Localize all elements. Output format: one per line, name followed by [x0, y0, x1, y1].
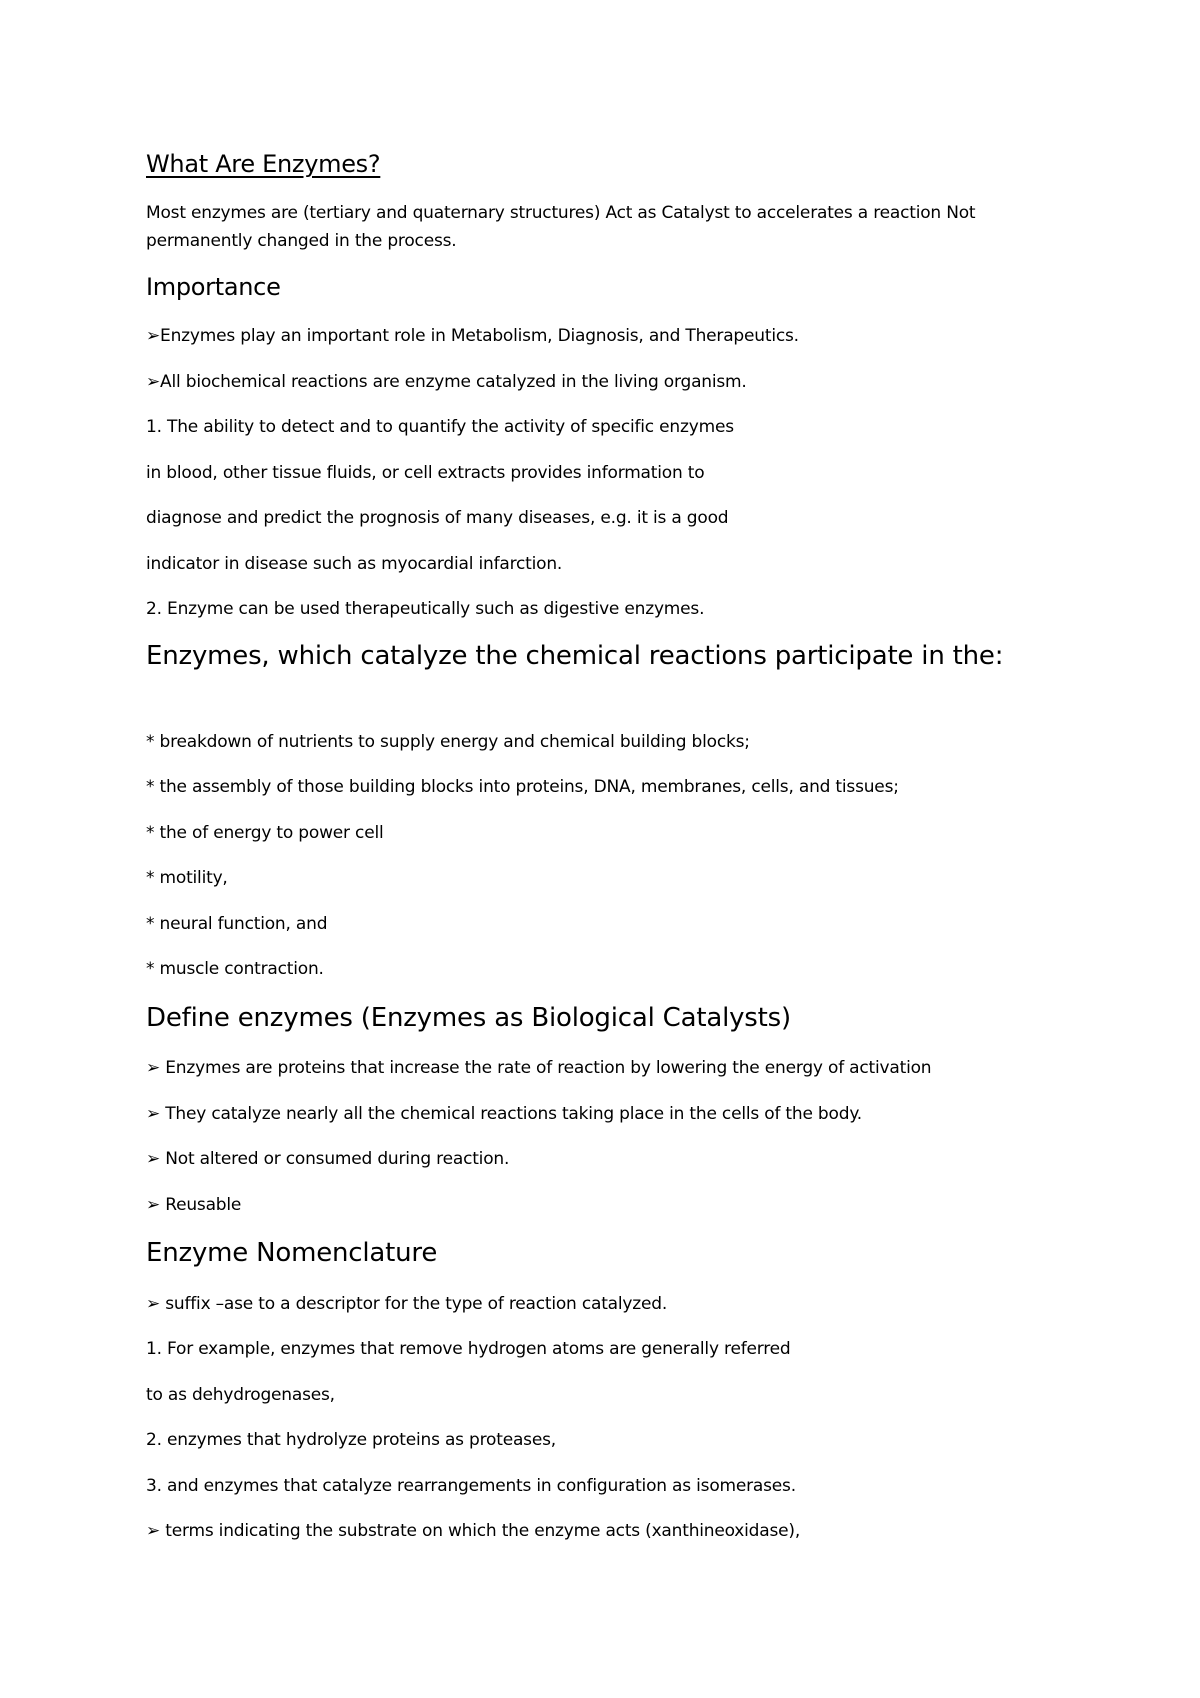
define-line: ➢ They catalyze nearly all the chemical reactions taking place in the cells of the body. — [146, 1104, 862, 1124]
nomenclature-line: 2. enzymes that hydrolyze proteins as proteases, — [146, 1430, 556, 1450]
define-line: ➢ Enzymes are proteins that increase the rate of reaction by lowering the energy of activation — [146, 1058, 932, 1078]
define-line: ➢ Reusable — [146, 1195, 242, 1215]
nomenclature-heading: Enzyme Nomenclature — [146, 1238, 438, 1268]
participation-line: * muscle contraction. — [146, 959, 324, 979]
importance-line: ➢Enzymes play an important role in Metabolism, Diagnosis, and Therapeutics. — [146, 326, 799, 346]
nomenclature-line: 1. For example, enzymes that remove hydrogen atoms are generally referred — [146, 1339, 791, 1359]
participation-line: * breakdown of nutrients to supply energy and chemical building blocks; — [146, 732, 750, 752]
nomenclature-line: ➢ terms indicating the substrate on which the enzyme acts (xanthineoxidase), — [146, 1521, 801, 1541]
participation-line: * neural function, and — [146, 914, 328, 934]
participation-heading: Enzymes, which catalyze the chemical reactions participate in the: — [146, 641, 1004, 671]
define-heading: Define enzymes (Enzymes as Biological Catalysts) — [146, 1003, 791, 1033]
importance-line: in blood, other tissue fluids, or cell extracts provides information to — [146, 463, 705, 483]
importance-line: 1. The ability to detect and to quantify the activity of specific enzymes — [146, 417, 734, 437]
participation-line: * motility, — [146, 868, 228, 888]
participation-line: * the assembly of those building blocks into proteins, DNA, membranes, cells, and tissues; — [146, 777, 899, 797]
importance-line: ➢All biochemical reactions are enzyme catalyzed in the living organism. — [146, 372, 747, 392]
importance-line: 2. Enzyme can be used therapeutically such as digestive enzymes. — [146, 599, 705, 619]
nomenclature-line: ➢ suffix –ase to a descriptor for the type of reaction catalyzed. — [146, 1294, 668, 1314]
nomenclature-line: to as dehydrogenases, — [146, 1385, 335, 1405]
define-line: ➢ Not altered or consumed during reaction. — [146, 1149, 510, 1169]
participation-line: * the of energy to power cell — [146, 823, 384, 843]
importance-line: diagnose and predict the prognosis of many diseases, e.g. it is a good — [146, 508, 729, 528]
page-title: What Are Enzymes? — [146, 150, 381, 178]
importance-heading: Importance — [146, 273, 281, 301]
intro-paragraph: Most enzymes are (tertiary and quaternary structures) Act as Catalyst to accelerates a reaction Not permanently changed in the process. — [146, 203, 976, 251]
nomenclature-line: 3. and enzymes that catalyze rearrangements in configuration as isomerases. — [146, 1476, 796, 1496]
importance-line: indicator in disease such as myocardial infarction. — [146, 554, 563, 574]
